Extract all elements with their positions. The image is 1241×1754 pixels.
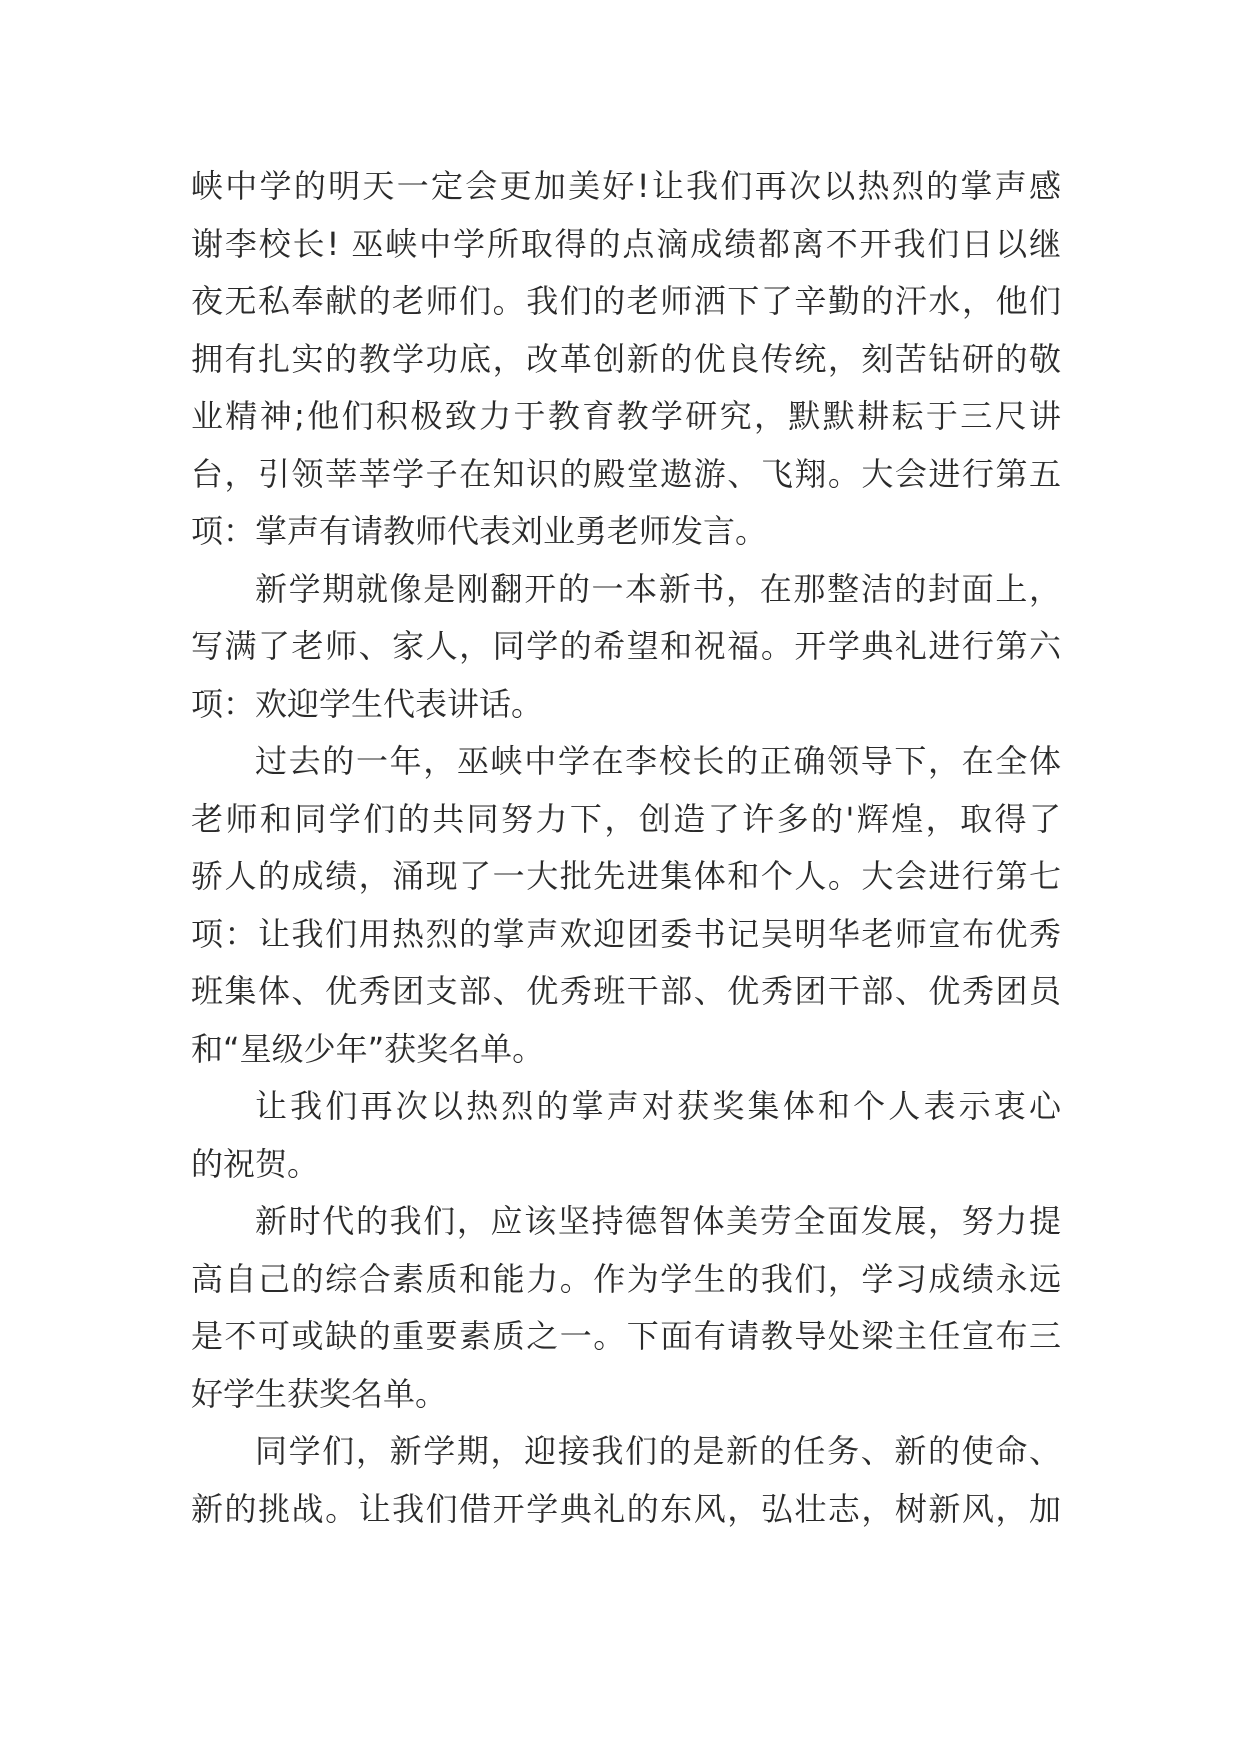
text-line: 夜无私奉献的老师们。我们的老师洒下了辛勤的汗水，他们 [191, 282, 1061, 320]
text-line: 台，引领莘莘学子在知识的殿堂遨游、飞翔。大会进行第五 [191, 454, 1061, 493]
text-line: 好学生获奖名单。 [191, 1374, 448, 1413]
text-line: 新的挑战。让我们借开学典礼的东风，弘壮志，树新风，加 [191, 1489, 1061, 1528]
text-line: 骄人的成绩，涌现了一大批先进集体和个人。大会进行第七 [191, 857, 1061, 895]
text-line: 高自己的综合素质和能力。作为学生的我们，学习成绩永远 [191, 1259, 1061, 1298]
text-line: 让我们再次以热烈的掌声对获奖集体和个人表示衷心 [255, 1087, 1061, 1125]
text-line: 和“星级少年”获奖名单。 [191, 1029, 545, 1068]
text-line: 新学期就像是刚翻开的一本新书，在那整洁的封面上， [255, 569, 1061, 608]
text-line: 拥有扎实的教学功底，改革创新的优良传统，刻苦钻研的敬 [191, 339, 1061, 378]
text-line: 业精神;他们积极致力于教育教学研究，默默耕耘于三尺讲 [191, 397, 1061, 435]
text-line: 新时代的我们，应该坚持德智体美劳全面发展，努力提 [255, 1202, 1061, 1240]
document-body [191, 165, 1061, 1545]
text-line: 的祝贺。 [191, 1144, 320, 1183]
text-line: 项：欢迎学生代表讲话。 [191, 684, 544, 723]
text-line: 谢李校长! 巫峡中学所取得的点滴成绩都离不开我们日以继 [191, 224, 1061, 263]
text-line: 项：掌声有请教师代表刘业勇老师发言。 [191, 512, 768, 550]
text-line: 项：让我们用热烈的掌声欢迎团委书记吴明华老师宣布优秀 [191, 914, 1061, 953]
text-line: 过去的一年，巫峡中学在李校长的正确领导下，在全体 [255, 742, 1061, 780]
text-line: 同学们，新学期，迎接我们的是新的任务、新的使命、 [255, 1432, 1061, 1470]
text-line: 班集体、优秀团支部、优秀班干部、优秀团干部、优秀团员 [191, 972, 1061, 1010]
text-line: 峡中学的明天一定会更加美好!让我们再次以热烈的掌声感 [191, 167, 1061, 205]
text-line: 是不可或缺的重要素质之一。下面有请教导处梁主任宣布三 [191, 1317, 1061, 1355]
text-line: 老师和同学们的共同努力下，创造了许多的'辉煌，取得了 [191, 799, 1061, 838]
text-line: 写满了老师、家人，同学的希望和祝福。开学典礼进行第六 [191, 627, 1061, 665]
